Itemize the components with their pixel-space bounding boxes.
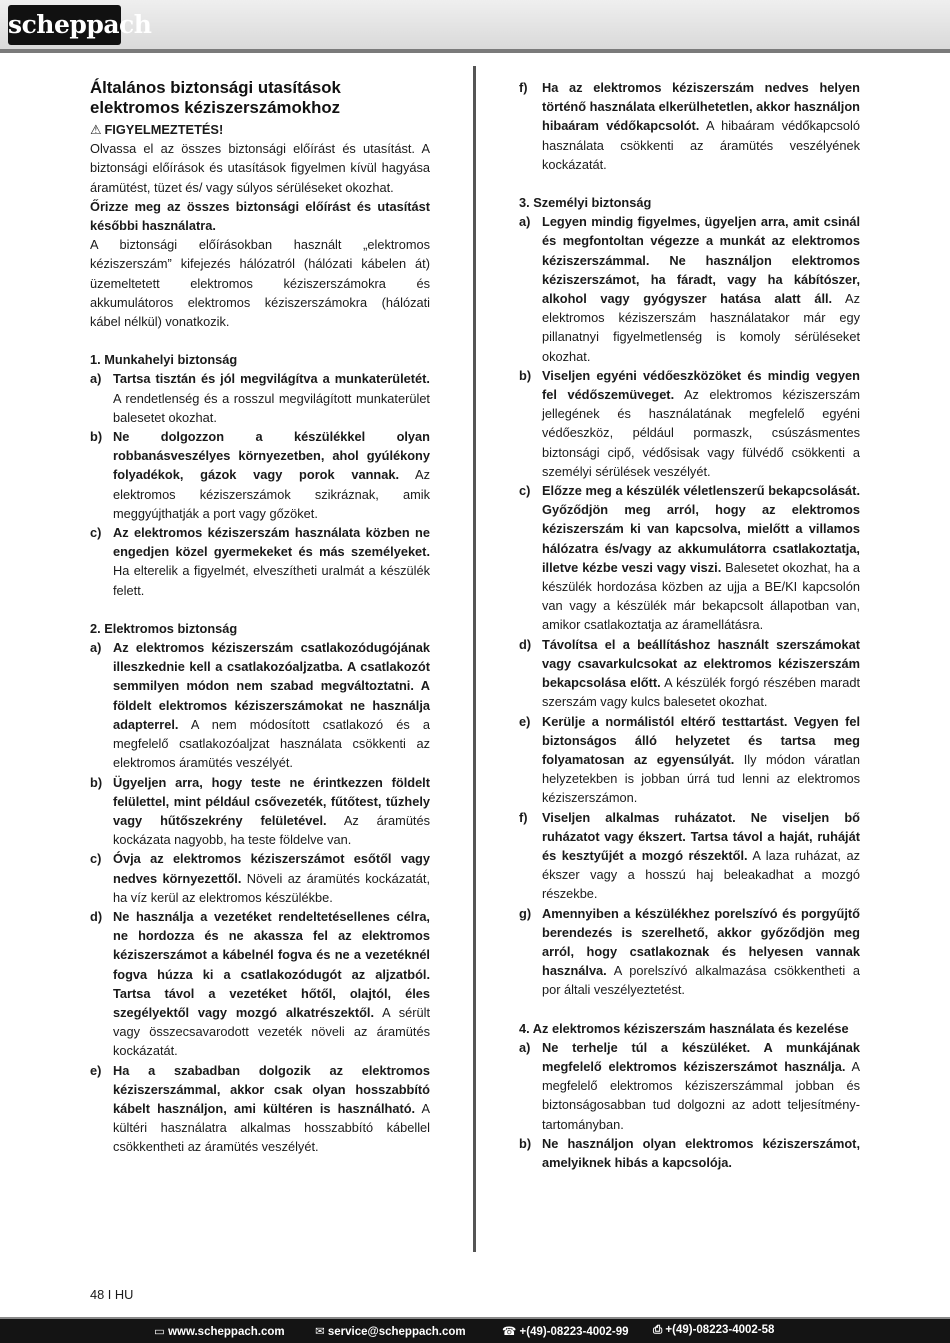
list-item-label: a) — [519, 1039, 531, 1055]
list-item-text — [113, 849, 430, 907]
list-item-label: c) — [519, 483, 531, 499]
list-item-body: A sérült vagy összecsavarodott vezeték növeli az áramütés kockázatát. — [113, 1004, 430, 1059]
list-item-label: d) — [90, 908, 103, 924]
list-item-bold: Kerülje a normálistól eltérő testtartást. Vegyen fel biztonságos álló helyzetet és tartsa meg folyamatosan az egyensúlyát. — [542, 713, 860, 767]
footer-fax[interactable] — [653, 1324, 774, 1337]
list-item-text — [542, 904, 860, 1000]
list-item — [90, 427, 430, 523]
list-item-label: a) — [90, 640, 102, 656]
list-item-body: Ha elterelik a figyelmét, elveszítheti uralmát a készülék felett. — [113, 563, 430, 598]
list-item-bold: Az elektromos kéziszerszám használata közben ne engedjen közel gyermekeket és más személyeket. — [113, 525, 430, 560]
list-item — [519, 78, 860, 174]
list-item — [90, 523, 430, 600]
list-item — [519, 366, 860, 481]
list-item — [90, 849, 430, 907]
footer-web-text: www.scheppach.com — [168, 1326, 285, 1338]
list-item-body: A hibaáram védőkapcsoló használata csökkenti az áramütés veszélyének kockázatát. — [542, 118, 860, 172]
footer-phone[interactable] — [502, 1324, 629, 1338]
section-4-list — [519, 1038, 860, 1172]
list-item-text — [542, 635, 860, 712]
list-item-body: Az elektromos kéziszerszám jellegének és használatának megfelelő egyéni védőeszköz, például pormaszk, csúszásmentes biztonsági cipő, védősisak vagy fülvédő csökkenti a személyi sérülések veszélyét. — [542, 387, 860, 479]
list-item-body: Balesetet okozhat, ha a készülék hordozása közben az ujja a BE/KI kapcsolón van vagy a készülék már bekapcsolt állapotban van, amikor csatlakoztatja az áramellátásra. — [542, 559, 860, 633]
intro-paragraph-1: Olvassa el az összes biztonsági előírást és utasítást. A biztonsági előírások és utasítások figyelmen kívül hagyása áramütést, tüzet és/ vagy súlyos sérüléseket okozhat. — [90, 141, 430, 195]
footer-bar — [0, 1319, 950, 1343]
list-item — [90, 907, 430, 1061]
list-item — [519, 904, 860, 1000]
list-item-text — [113, 907, 430, 1061]
list-item-text — [542, 366, 860, 481]
footer-web[interactable] — [154, 1324, 285, 1338]
list-item-bold: Ne dolgozzon a készülékkel olyan robbanásveszélyes környezetben, ahol gyúlékony folyadékok, gázok vagy porok vannak. — [113, 429, 430, 483]
column-divider — [473, 66, 476, 1252]
list-item-body: A rendetlenség és a rosszul megvilágított munkaterület balesetet okozhat. — [113, 390, 430, 425]
list-item-label: e) — [90, 1062, 102, 1078]
list-item-label: c) — [90, 525, 102, 541]
list-item-text — [542, 808, 860, 904]
list-item-bold: Ne használja a vezetéket rendeltetésellenes célra, ne hordozza és ne akassza fel az elektromos kéziszerszámot a kábelnél fogva és ne a vezetéknél fogva húzza ki a csatlakozódugót az aljzatból. Tartsa távol a vezetéket hőtől, olajtól, éles szegélyektől vagy mozgó alkatrészektől. — [113, 908, 430, 1020]
list-item-label: c) — [90, 851, 102, 867]
list-item-body: Az elektromos kéziszerszámok szikráznak, amik meggyújthatják a port vagy gőzöket. — [113, 467, 430, 521]
list-item — [90, 369, 430, 427]
list-item-bold: Ha a szabadban dolgozik az elektromos kéziszerszámmal, akkor csak olyan hosszabbító kábelt használjon, ami kültéren is használható. — [113, 1062, 430, 1116]
mail-icon: ✉ — [315, 1326, 325, 1338]
intro-paragraph-3: A biztonsági előírásokban használt „elektromos kéziszerszám” kifejezés hálózatról (hálózati kábelen át) üzemeltetett elektromos kéziszerszámokra és akkumulátoros elektromos kéziszerszámokra (hálózati kábel nélkül) vonatkozik. — [90, 237, 430, 330]
list-item-bold: Előzze meg a készülék véletlenszerű bekapcsolását. Győződjön meg arról, hogy az elektromos kéziszerszám ki van kapcsolva, mielőtt a villamos hálózatra és/vagy az akkumulátorra csatlakoztatja, illetve kézbe veszi vagy viszi. — [542, 483, 860, 575]
list-item-label: g) — [519, 905, 532, 921]
list-item-bold: Viseljen alkalmas ruházatot. Ne viseljen bő ruházatot vagy ékszert. Tartsa távol a haját, ruháját és kesztyűjét a mozgó részektől. — [542, 809, 860, 863]
list-item-text — [113, 773, 430, 850]
list-item-body: A kültéri használatra alkalmas hosszabbító kábellel csökkentheti az áramütés veszélyét. — [113, 1100, 430, 1155]
list-item-label: f) — [519, 80, 528, 95]
section-1-title: 1. Munkahelyi biztonság — [90, 352, 238, 368]
scheppach-logo: scheppach — [8, 5, 121, 45]
monitor-icon: ▭ — [154, 1326, 165, 1338]
list-item-text — [113, 369, 430, 427]
list-item-label: d) — [519, 636, 532, 652]
list-item-body: A laza ruházat, az ékszer vagy a hosszú haj beleakadhat a mozgó részekbe. — [542, 847, 861, 902]
list-item-body: A porelszívó alkalmazása csökkentheti a por általi veszélyeztetést. — [542, 963, 860, 998]
list-item-text — [542, 212, 860, 366]
list-item-label: f) — [519, 809, 528, 825]
list-item-text — [113, 1061, 430, 1157]
list-item — [519, 212, 860, 366]
list-item-bold: Ha az elektromos kéziszerszám nedves helyen történő használata elkerülhetetlen, akkor használjon hibaáram védőkapcsolót. — [542, 80, 860, 134]
list-item-bold: Az elektromos kéziszerszám csatlakozódugójának illeszkednie kell a csatlakozóaljzatba. A csatlakozót semmilyen módon nem szabad megváltoztatni. A földelt elektromos kéziszerszámokat ne használja adapterrel. — [113, 640, 430, 732]
page-title: Általános biztonsági utasítások elektromos kéziszerszámokhoz — [90, 78, 341, 117]
header-rule — [0, 49, 950, 53]
list-item — [90, 773, 430, 850]
list-item — [519, 808, 860, 904]
list-item — [90, 638, 430, 772]
list-item — [519, 1038, 860, 1134]
section-3-list — [519, 212, 860, 999]
section-2-title: 2. Elektromos biztonság — [90, 620, 238, 636]
list-item-text — [542, 481, 860, 635]
section-1-list — [90, 369, 430, 599]
page-number: 48 I HU — [90, 1287, 134, 1302]
list-item — [90, 1061, 430, 1157]
list-item-text — [542, 1038, 860, 1134]
intro-paragraph-2: Őrizze meg az összes biztonsági előírást és utasítást későbbi használatra. — [90, 198, 430, 234]
left-column — [90, 78, 430, 1157]
list-item-label: b) — [519, 1135, 532, 1151]
list-item-text — [542, 1134, 860, 1172]
warning-line — [90, 120, 430, 139]
warning-label: FIGYELMEZTETÉS! — [104, 122, 224, 137]
section-2-list — [90, 638, 430, 1156]
list-item-bold: Óvja az elektromos kéziszerszámot esőtől vagy nedves környezettől. — [113, 851, 430, 886]
section-3-title: 3. Személyi biztonság — [519, 195, 652, 211]
footer-email-text: service@scheppach.com — [327, 1326, 466, 1338]
list-item-label: b) — [519, 367, 532, 383]
list-item-label: a) — [519, 214, 531, 230]
warning-triangle-icon: ⚠ — [90, 122, 102, 137]
list-item — [519, 1134, 860, 1172]
list-item-body: Ily módon váratlan helyzetekben is jobban úrrá tud lenni az elektromos kéziszerszámon. — [542, 751, 860, 806]
footer-phone-text: +(49)-08223-4002-99 — [519, 1326, 629, 1338]
list-item-bold: Ne terhelje túl a készüléket. A munkájának megfelelő elektromos kéziszerszámot használja. — [542, 1039, 860, 1074]
list-item — [519, 635, 860, 712]
footer-email[interactable] — [315, 1324, 466, 1338]
list-item-body: A megfelelő elektromos kéziszerszámmal jobban és biztonságosabban tud dolgozni az adott teljesítmény-tartományban. — [542, 1058, 860, 1132]
list-item-bold: Ne használjon olyan elektromos kéziszerszámot, amelyiknek hibás a kapcsolója. — [542, 1135, 860, 1170]
list-item — [519, 481, 860, 635]
list-item-bold: Legyen mindig figyelmes, ügyeljen arra, amit csinál és megfontoltan végezze a munkát az elektromos kéziszerszámmal. Ne használjon elektromos kéziszerszámot, ha fáradt, vagy ha kábítószer, alkohol vagy gyógyszer hatása alatt áll. — [542, 214, 860, 307]
list-item-body: Növeli az áramütés kockázatát, ha víz kerül az elektromos készülékbe. — [113, 870, 430, 905]
list-item-body: Az áramütés kockázata nagyobb, ha teste földelve van. — [113, 812, 431, 848]
list-item-text — [542, 712, 860, 808]
fax-icon: ⎙ — [653, 1324, 663, 1336]
list-item-bold: Viseljen egyéni védőeszközöket és mindig vegyen fel védőszemüveget. — [542, 367, 860, 403]
list-item-label: e) — [519, 713, 531, 729]
list-item — [519, 712, 860, 808]
list-item-text — [542, 78, 860, 174]
list-item-body: Az elektromos kéziszerszám használatakor már egy pillanatnyi figyelmetlenség is komoly sérüléseket okozhat. — [542, 291, 860, 364]
phone-icon: ☎ — [502, 1326, 517, 1338]
list-item-text — [113, 638, 430, 772]
list-item-label: a) — [90, 371, 102, 387]
list-item-bold: Tartsa tisztán és jól megvilágítva a munkaterületét. — [113, 371, 430, 387]
list-item-label: b) — [90, 429, 103, 445]
list-item-text — [113, 523, 430, 600]
list-item-body: A készülék forgó részében maradt szerszám vagy kulcs balesetet okozhat. — [542, 675, 860, 710]
section-2-list-continued — [519, 78, 860, 174]
list-item-body: A nem módosított csatlakozó és a megfelelő csatlakozóaljzat használata csökkenti az elektromos áramütés veszélyét. — [113, 716, 430, 771]
footer-fax-text: +(49)-08223-4002-58 — [665, 1324, 775, 1336]
right-column — [519, 78, 860, 1172]
section-4-title: 4. Az elektromos kéziszerszám használata és kezelése — [519, 1020, 849, 1036]
list-item-bold: Távolítsa el a beállításhoz használt szerszámokat vagy csavarkulcsokat az elektromos kéziszerszám bekapcsolása előtt. — [542, 636, 860, 691]
list-item-bold: Amennyiben a készülékhez porelszívó és porgyűjtő berendezés is szerelhető, akkor győződjön meg arról, hogy csatlakoznak és helyesen vannak használva. — [542, 905, 860, 979]
list-item-label: b) — [90, 774, 103, 790]
list-item-text — [113, 427, 430, 523]
list-item-bold: Ügyeljen arra, hogy teste ne érintkezzen földelt felülettel, mint például csővezeték, fűtőtest, tűzhely vagy hűtőszekrény felületével. — [113, 774, 430, 828]
